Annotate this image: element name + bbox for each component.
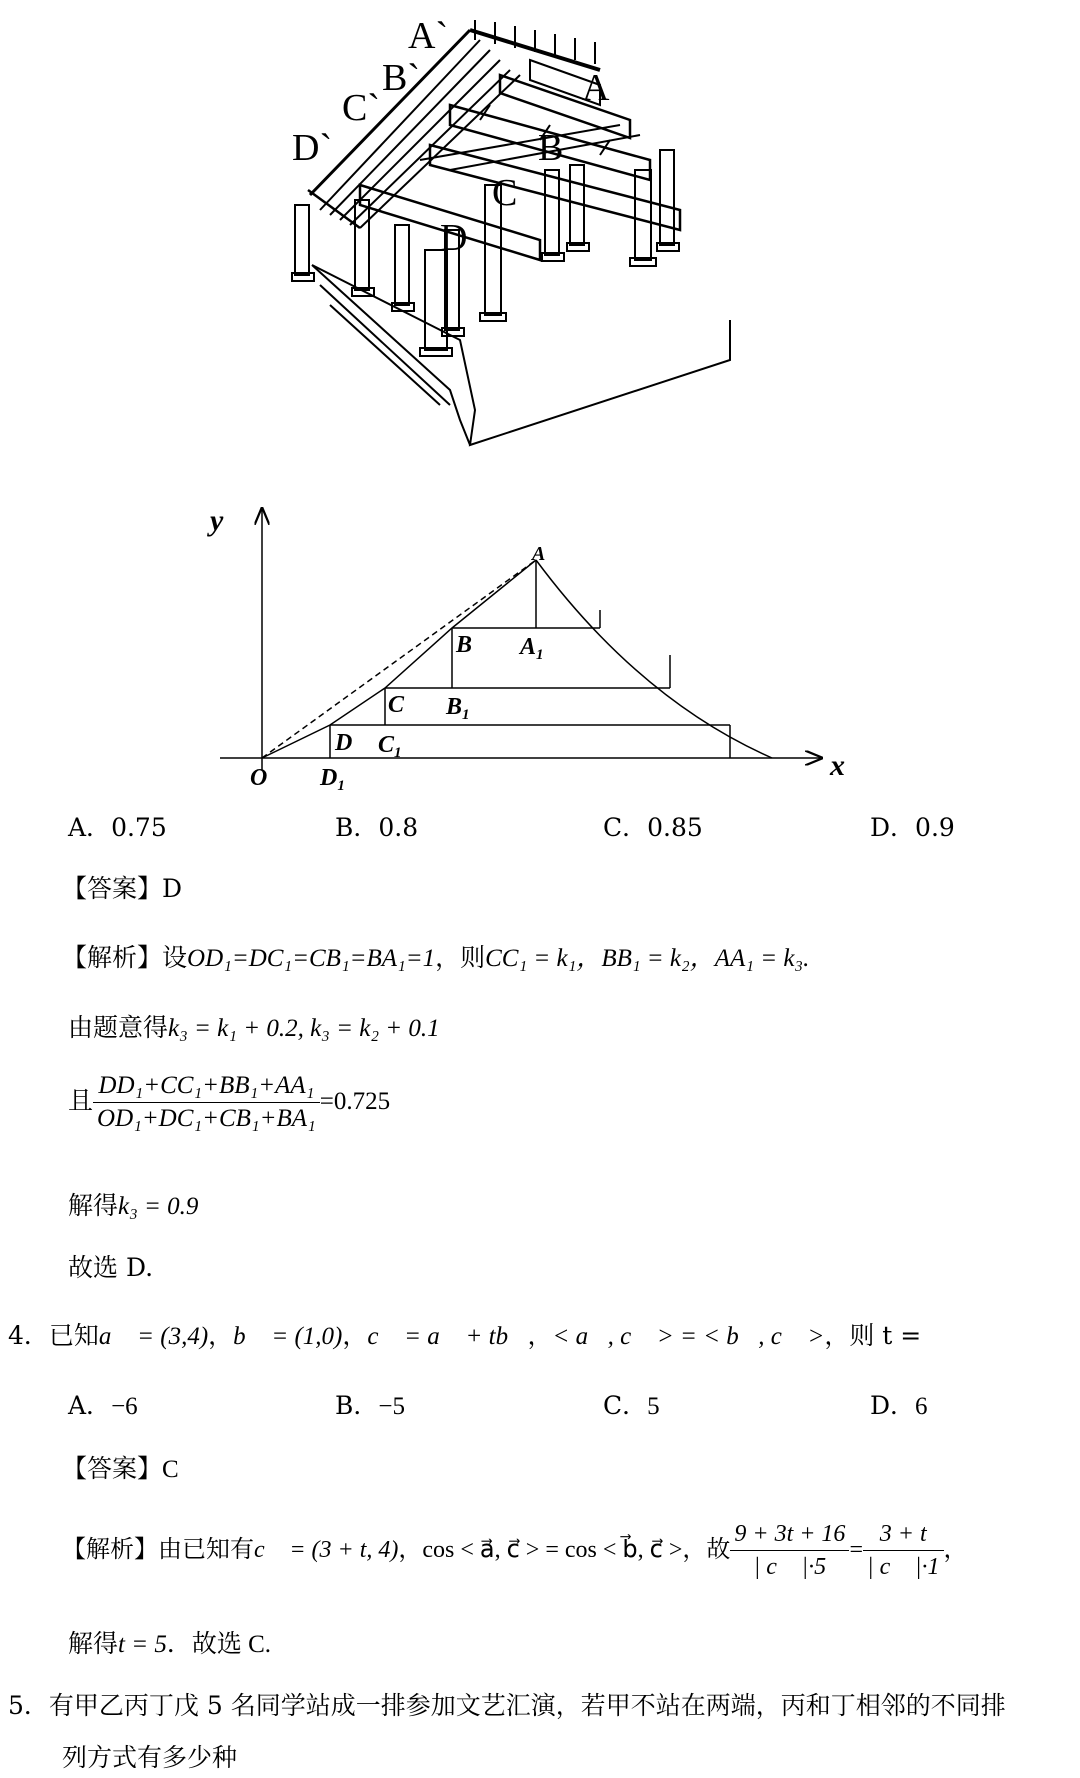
roof-profile-diagram xyxy=(210,500,880,800)
label-a-prime: A` xyxy=(408,15,449,57)
svg-text:B1: $B_1$ xyxy=(446,694,470,723)
q3-conclusion: 故选 D. xyxy=(68,1253,154,1282)
q3-option-d: D．0.9 xyxy=(870,813,955,842)
point-d1 xyxy=(319,765,345,794)
q3-option-c: C．0.85 xyxy=(603,813,703,842)
q4-option-c: C．5 xyxy=(603,1391,660,1420)
q3-analysis-line1: 【解析】设OD₁=DC₁=CB₁=BA₁=1，则CC₁ = k₁，BB₁ = k₂，AA₁ = k₃. xyxy=(62,943,810,972)
q3-option-b: B．0.8 xyxy=(335,813,419,842)
q4-solution: 解得t = 5．故选 C. xyxy=(68,1629,272,1658)
label-b: B xyxy=(538,127,564,169)
point-c1 xyxy=(378,732,402,761)
q3-option-a: A．0.75 xyxy=(68,813,167,842)
q3-analysis-line3: 且 $\frac{\text{DD₁+CC₁+BB₁+AA₁}}{\text{OD₁+DC₁+CB₁+BA₁}}$ =0.725 xyxy=(68,1072,391,1132)
building-frame-illustration xyxy=(292,10,800,465)
label-d: D xyxy=(440,217,468,259)
point-c: C xyxy=(388,692,405,718)
q4-answer: 【答案】C xyxy=(62,1454,179,1483)
q5-stem-line1: 5．有甲乙丙丁戊 5 名同学站成一排参加文艺汇演，若甲不站在两端，丙和丁相邻的不同排 xyxy=(8,1691,1006,1720)
point-b: B xyxy=(456,632,473,658)
label-a: A xyxy=(582,67,610,109)
q3-analysis-line4: 解得k₃ = 0.9 xyxy=(68,1191,199,1220)
label-c-prime: C` xyxy=(342,87,380,129)
q4-analysis: 【解析】由已知有c⃗ = (3 + t, 4)，cos < a⃗, c⃗ > = cos < b⃗, c⃗ >，故 $\frac{9 + 3t + 16}{| c⃗ |\cdot 5}$ = $\frac{3 + t}{| c⃗ |\cdot 1}$ ， xyxy=(62,1518,968,1583)
svg-text:D1: $D_1$ xyxy=(320,765,345,794)
q3-analysis-line2: 由题意得k₃ = k₁ + 0.2, k₃ = k₂ + 0.1 xyxy=(68,1013,440,1042)
point-a: A xyxy=(532,543,546,565)
point-a1 xyxy=(518,634,544,663)
q3-answer: 【答案】D xyxy=(62,874,183,903)
q4-option-a: A．−6 xyxy=(68,1391,138,1420)
label-d-prime: D` xyxy=(292,127,333,169)
q4-option-d: D．6 xyxy=(870,1391,928,1420)
origin-label: O xyxy=(250,765,268,791)
axis-x-label: x xyxy=(830,749,845,782)
q4-stem: 4．已知a⃗ = (3,4)，b⃗ = (1,0)，c⃗ = a⃗ + tb⃗，< a⃗, c⃗ > = < b⃗, c⃗ >，则 t = xyxy=(8,1321,922,1350)
svg-text:C1: $C_1$ xyxy=(378,732,402,761)
label-c: C xyxy=(492,172,518,214)
q4-option-b: B．−5 xyxy=(335,1391,405,1420)
q5-stem-line2: 列方式有多少种 xyxy=(62,1743,238,1772)
point-b1 xyxy=(445,694,470,723)
label-b-prime: B` xyxy=(382,57,420,99)
axis-y-label: y xyxy=(210,504,224,537)
svg-text:A1: $A_1$ xyxy=(520,634,544,663)
point-d: D xyxy=(335,730,353,756)
